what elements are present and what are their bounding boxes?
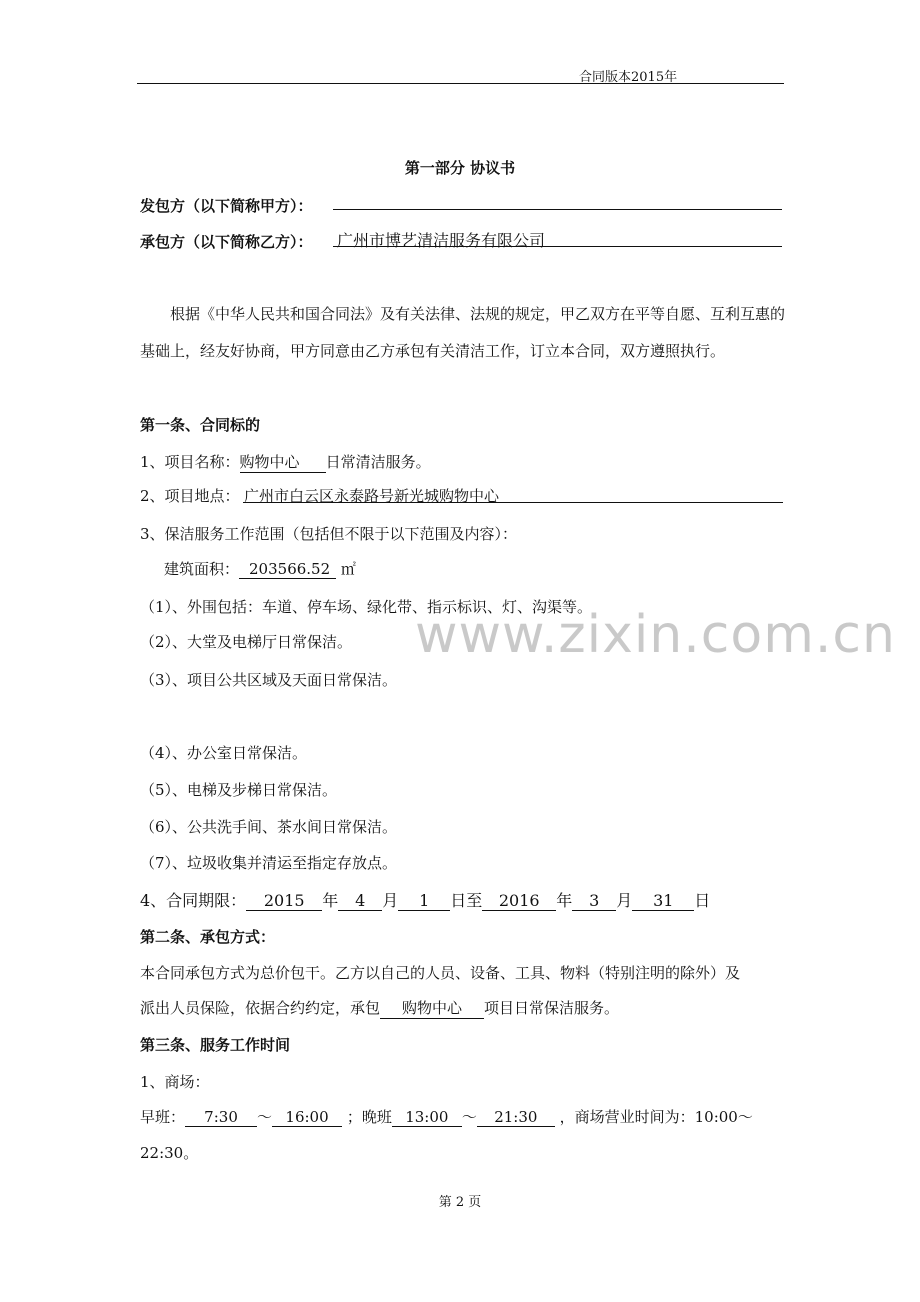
scope-intro: 3、保洁服务工作范围（包括但不限于以下范围及内容）：: [140, 525, 518, 543]
term-month-2: 月: [616, 891, 633, 910]
article2-line2: [140, 997, 619, 1019]
scope-item-3: （3）、项目公共区域及天面日常保洁。: [140, 671, 398, 689]
tilde-2: ～: [461, 1108, 477, 1126]
scope-item-1: （1）、外围包括：车道、停车场、绿化带、指示标识、灯、沟渠等。: [140, 598, 593, 616]
header-version: 合同版本2015年: [579, 70, 678, 85]
watermark: www.zixin.com.cn: [415, 605, 896, 665]
early-shift-label: 早班：: [140, 1108, 186, 1126]
business-hours-end: 22:30。: [140, 1144, 199, 1162]
term-day-2: 日: [694, 891, 711, 910]
term-start-day: 1: [398, 891, 450, 911]
area-value: 203566.52: [239, 560, 336, 579]
term-year-2: 年: [556, 891, 573, 910]
scope-item-6: （6）、公共洗手间、茶水间日常保洁。: [140, 818, 398, 836]
term-end-month: 3: [572, 891, 616, 911]
late-shift-label: ；晚班: [346, 1108, 392, 1126]
project-name-suffix: 日常清洁服务。: [325, 453, 431, 471]
project-name-value: 购物中心: [240, 451, 326, 473]
article2-line2-value: 购物中心: [380, 997, 484, 1019]
scope-item-2: （2）、大堂及电梯厅日常保洁。: [140, 633, 353, 651]
early-shift-start: 7:30: [185, 1108, 257, 1127]
article3-item1: 1、商场：: [140, 1073, 210, 1091]
scope-item-7: （7）、垃圾收集并清运至指定存放点。: [140, 854, 398, 872]
article2-line2-suffix: 项目日常保洁服务。: [484, 999, 620, 1017]
term-start-month: 4: [338, 891, 382, 911]
employer-label: 发包方（以下简称甲方）：: [140, 197, 313, 215]
early-shift-end: 16:00: [272, 1108, 342, 1127]
page-title: 第一部分 协议书: [404, 159, 516, 177]
business-hours-label: ，商场营业时间为：10:00～: [559, 1108, 753, 1126]
tilde-1: ～: [257, 1108, 273, 1126]
header-rule: [137, 83, 784, 84]
contractor-label: 承包方（以下简称乙方）：: [140, 233, 313, 251]
article2-heading: 第二条、承包方式：: [140, 928, 276, 946]
late-shift-end: 21:30: [477, 1108, 555, 1127]
building-area-line: [164, 558, 356, 579]
contractor-value: 广州市博艺清洁服务有限公司: [337, 231, 546, 250]
term-end-day: 31: [632, 891, 694, 911]
term-label: 4、合同期限：: [140, 891, 247, 910]
term-year-1: 年: [322, 891, 339, 910]
article1-heading: 第一条、合同标的: [140, 416, 261, 434]
contract-term-line: [140, 888, 710, 911]
project-location-label: 2、项目地点：: [140, 487, 240, 505]
term-start-year: 2015: [246, 891, 322, 911]
term-end-year: 2016: [482, 891, 556, 911]
article2-line1: 本合同承包方式为总价包干。乙方以自己的人员、设备、工具、物料（特别注明的除外）及: [140, 964, 741, 982]
scope-item-4: （4）、办公室日常保洁。: [140, 744, 308, 762]
term-month-1: 月: [382, 891, 399, 910]
article2-line2-prefix: 派出人员保险，依据合约约定，承包: [140, 999, 381, 1017]
scope-item-5: （5）、电梯及步梯日常保洁。: [140, 781, 338, 799]
area-label: 建筑面积：: [164, 560, 240, 578]
late-shift-start: 13:00: [392, 1108, 462, 1127]
area-unit: ㎡: [340, 560, 356, 578]
project-location-value: 广州市白云区永泰路号新光城购物中心: [244, 487, 500, 505]
page-number: 第 2 页: [438, 1195, 482, 1210]
term-day-to: 日至: [450, 891, 483, 910]
shift-times-line: [140, 1106, 753, 1127]
employer-fill-line: [333, 209, 782, 210]
article3-heading: 第三条、服务工作时间: [140, 1036, 291, 1054]
project-name-line: [140, 451, 431, 473]
project-name-label: 1、项目名称：: [140, 453, 240, 471]
intro-paragraph: 根据《中华人民共和国合同法》及有关法律、法规的规定，甲乙双方在平等自愿、互利互惠的基础上，经友好协商，甲方同意由乙方承包有关清洁工作，订立本合同，双方遵照执行。: [140, 305, 786, 360]
